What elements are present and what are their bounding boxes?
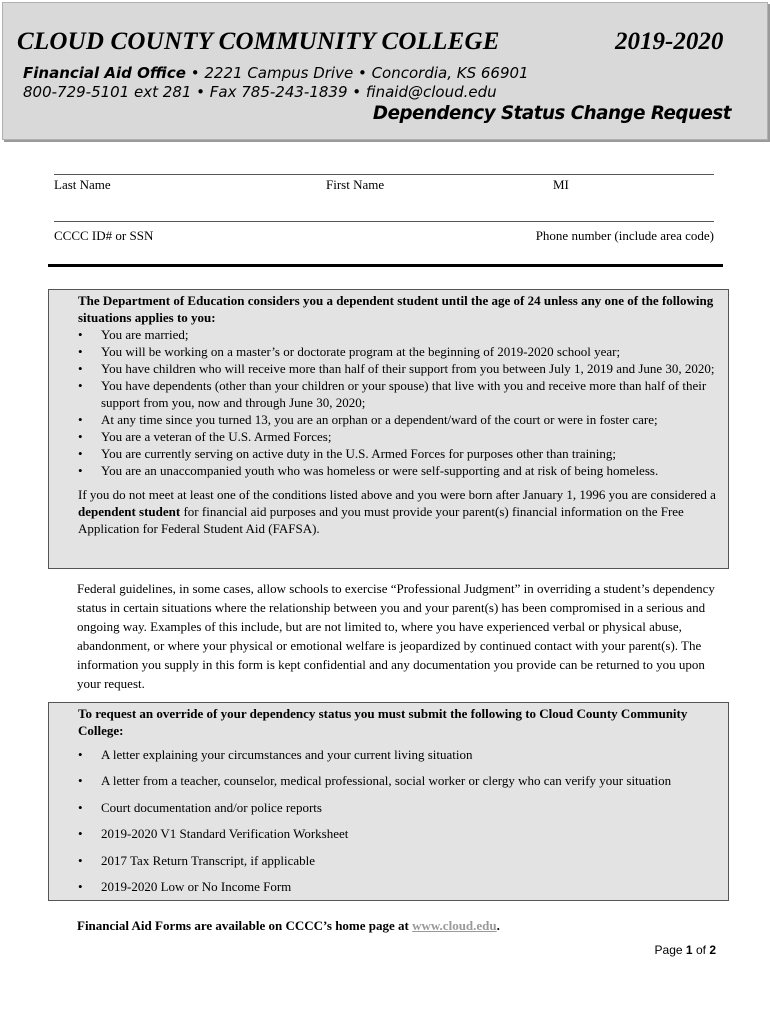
list-item-text: You are a veteran of the U.S. Armed Forces;	[101, 429, 332, 444]
override-lead: To request an override of your dependency status you must submit the following to Cloud County Community College:	[78, 706, 688, 738]
list-item-text: 2017 Tax Return Transcript, if applicable	[101, 852, 316, 868]
page-number	[655, 943, 716, 957]
website-link[interactable]: www.cloud.edu	[412, 918, 497, 933]
bullet-icon: •	[78, 799, 83, 815]
list-item-text: You will be working on a master’s or doctorate program at the beginning of 2019-2020 school year;	[101, 344, 621, 359]
page-current: 1	[685, 943, 693, 957]
contact-info: 800-729-5101 ext 281 • Fax 785-243-1839 • finaid@cloud.edu	[23, 83, 497, 101]
bullet-icon: •	[78, 378, 83, 393]
phone-label: Phone number (include area code)	[535, 228, 714, 243]
list-item	[78, 326, 724, 343]
dependent-text-after: for financial aid purposes and you must provide your parent(s) financial information on the Free Application for Federal Student Aid (FAFSA).	[78, 504, 684, 536]
list-item-text: A letter from a teacher, counselor, medical professional, social worker or clergy who can verify your situation	[101, 773, 672, 789]
list-item	[78, 445, 724, 462]
dependency-conditions-box	[48, 289, 729, 569]
list-item	[78, 462, 724, 479]
bullet-icon: •	[78, 878, 83, 894]
list-item-text: Court documentation and/or police reports	[101, 799, 322, 815]
list-item-text: At any time since you turned 13, you are an orphan or a dependent/ward of the court or were in foster care;	[101, 412, 658, 427]
bullet-icon: •	[78, 412, 83, 427]
last-name-label: Last Name	[54, 177, 111, 192]
dependency-lead: The Department of Education considers you a dependent student until the age of 24 unless any one of the following situations applies to you:	[78, 293, 714, 325]
form-title: Dependency Status Change Request	[372, 102, 731, 124]
bullet-icon: •	[78, 463, 83, 478]
bullet-icon: •	[78, 327, 83, 342]
forms-availability-note	[77, 918, 500, 934]
list-item-text: You are married;	[101, 327, 189, 342]
bullet-icon: •	[78, 773, 83, 789]
list-item-text: A letter explaining your circumstances and your current living situation	[101, 747, 473, 762]
conditions-list	[78, 326, 724, 479]
list-item	[78, 878, 724, 895]
bullet-icon: •	[78, 826, 83, 842]
first-name-label: First Name	[326, 177, 385, 192]
college-name: CLOUD COUNTY COMMUNITY COLLEGE	[17, 28, 500, 55]
bullet-icon: •	[78, 852, 83, 868]
page-word: Page	[654, 943, 683, 957]
academic-year: 2019-2020	[615, 28, 724, 55]
list-item	[78, 772, 724, 789]
dependent-text-before: If you do not meet at least one of the conditions listed above and you were born after January 1, 1996 you are considered a	[78, 487, 716, 502]
list-item-text: 2019-2020 V1 Standard Verification Worksheet	[101, 826, 349, 842]
list-item	[78, 746, 724, 763]
list-item	[78, 411, 724, 428]
list-item-text: You have dependents (other than your children or your spouse) that live with you and receive more than half of their support from you, now and through June 30, 2020;	[101, 378, 707, 410]
forms-note-period: .	[496, 918, 500, 933]
bullet-icon: •	[78, 429, 83, 444]
list-item-text: You are currently serving on active duty in the U.S. Armed Forces for purposes other than training;	[101, 446, 616, 461]
override-items-list	[78, 746, 724, 895]
page-total: 2	[709, 943, 716, 957]
office-name: Financial Aid Office	[23, 64, 186, 82]
letterhead	[2, 2, 768, 140]
street-address: • 2221 Campus Drive • Concordia, KS 66901	[190, 64, 529, 82]
dependent-student-term: dependent student	[78, 504, 181, 519]
forms-note-text: Financial Aid Forms are available on CCCC’s home page at	[77, 918, 409, 933]
list-item	[78, 428, 724, 445]
list-item	[78, 852, 724, 869]
bullet-icon: •	[78, 446, 83, 461]
list-item-text: You are an unaccompanied youth who was homeless or were self-supporting and at risk of being homeless.	[101, 463, 659, 478]
id-phone-line[interactable]	[54, 221, 714, 222]
bullet-icon: •	[78, 344, 83, 359]
page-of: of	[695, 943, 706, 957]
override-requirements-box	[48, 702, 729, 901]
name-line[interactable]	[54, 174, 714, 175]
bullet-icon: •	[78, 747, 83, 762]
section-divider	[48, 264, 723, 267]
list-item	[78, 377, 724, 411]
bullet-icon: •	[78, 361, 83, 376]
dependent-paragraph	[78, 486, 724, 537]
list-item-text: 2019-2020 Low or No Income Form	[101, 878, 292, 894]
office-address	[23, 64, 529, 82]
list-item	[78, 799, 724, 816]
id-ssn-label: CCCC ID# or SSN	[54, 228, 154, 243]
list-item-text: You have children who will receive more than half of their support from you between July 1, 2019 and June 30, 2020;	[101, 361, 715, 376]
list-item	[78, 360, 724, 377]
professional-judgment-paragraph: Federal guidelines, in some cases, allow schools to exercise “Professional Judgment” in overriding a student’s dependency status in certain situations where the relationship between you and your parent(s) has been compromised in a serious and ongoing way. Examples of this include, but are not limited to, where you have experienced verbal or physical abuse, abandonment, or where your physical or emotional welfare is jeopardized by continued contact with your parent(s). The information you supply in this form is kept confidential and any documentation you provide can be returned to you upon your request.	[77, 581, 715, 692]
list-item	[78, 825, 724, 842]
mi-label: MI	[553, 177, 569, 192]
list-item	[78, 343, 724, 360]
